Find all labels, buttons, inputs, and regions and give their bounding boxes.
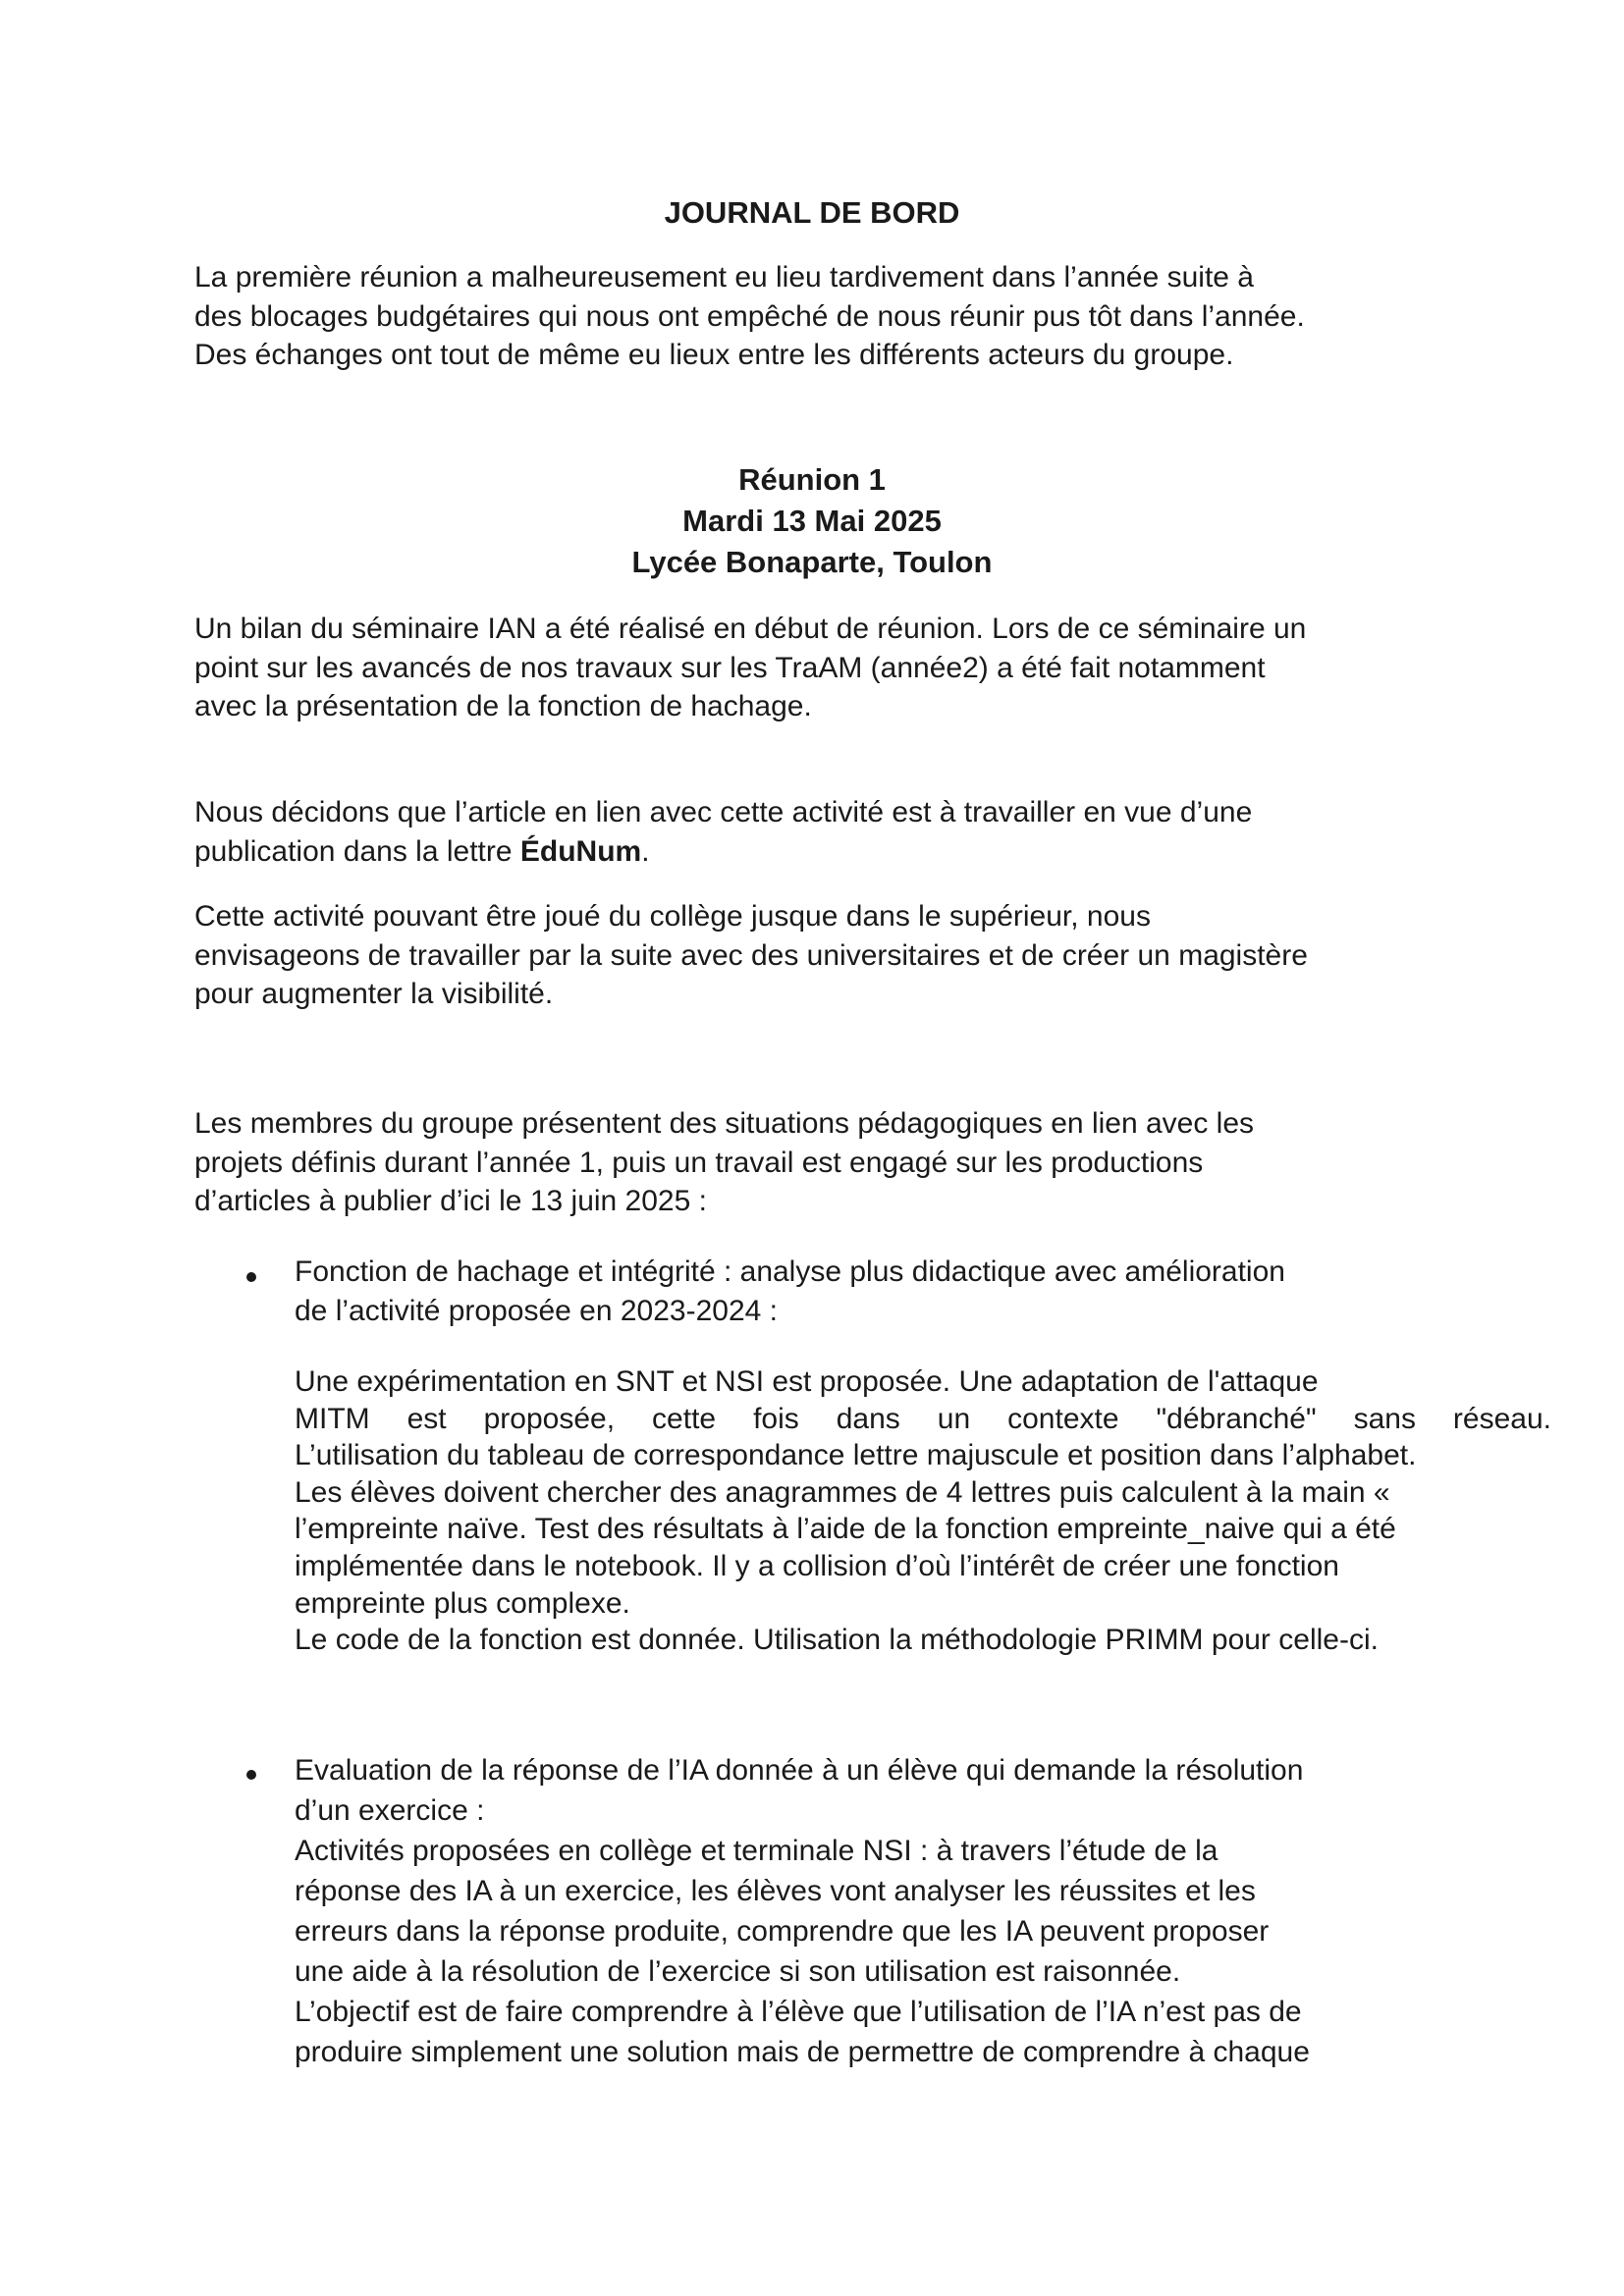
bullet1-body-line: Le code de la fonction est donnée. Utilisation la méthodologie PRIMM pour celle-ci. <box>295 1624 1379 1657</box>
bullet2-line: erreurs dans la réponse produite, comprendre que les IA peuvent proposer <box>295 1915 1270 1948</box>
bullet1-heading <box>295 1253 1285 1330</box>
membres-paragraph <box>194 1104 1254 1221</box>
decision-suffix: . <box>641 834 650 868</box>
membres-line: Les membres du groupe présentent des situations pédagogiques en lien avec les <box>194 1107 1255 1140</box>
meeting-date: Mardi 13 Mai 2025 <box>682 504 942 538</box>
intro-line: Des échanges ont tout de même eu lieux entre les différents acteurs du groupe. <box>194 339 1234 371</box>
document-title: JOURNAL DE BORD <box>664 195 960 230</box>
bullet1-heading-line: Fonction de hachage et intégrité : analyse plus didactique avec amélioration <box>295 1255 1285 1288</box>
membres-line: projets définis durant l’année 1, puis un travail est engagé sur les productions <box>194 1146 1204 1179</box>
bullet2-line: réponse des IA à un exercice, les élèves vont analyser les réussites et les <box>295 1875 1256 1907</box>
bullet1-heading-line: de l’activité proposée en 2023-2024 : <box>295 1294 779 1327</box>
bullet2-body <box>295 1750 1310 2072</box>
intro-line: La première réunion a malheureusement eu lieu tardivement dans l’année suite à <box>194 261 1254 294</box>
bullet2-line: Activités proposées en collège et terminale NSI : à travers l’étude de la <box>295 1835 1218 1867</box>
decision-paragraph <box>194 793 1252 871</box>
bullet1-body-line: l’empreinte naïve. Test des résultats à l’aide de la fonction empreinte_naive qui a été <box>295 1513 1396 1546</box>
activite-line: Cette activité pouvant être joué du collège jusque dans le supérieur, nous <box>194 900 1151 933</box>
bullet1-body-line: empreinte plus complexe. <box>295 1586 630 1620</box>
bullet1-body-line: L’utilisation du tableau de correspondance lettre majuscule et position dans l’alphabet. <box>295 1439 1417 1472</box>
bullet1-body-line: MITM est proposée, cette fois dans un contexte "débranché" sans réseau. <box>295 1402 1551 1435</box>
edunum-name: ÉduNum <box>519 834 642 868</box>
bullet1-body-line: Les élèves doivent chercher des anagrammes de 4 lettres puis calculent à la main « <box>295 1475 1390 1509</box>
bullet1-body-line: implémentée dans le notebook. Il y a collision d’où l’intérêt de créer une fonction <box>295 1549 1339 1582</box>
activite-line: pour augmenter la visibilité. <box>194 978 554 1010</box>
bullet1-body-line: Une expérimentation en SNT et NSI est proposée. Une adaptation de l'attaque <box>295 1365 1319 1398</box>
activite-line: envisageons de travailler par la suite avec des universitaires et de créer un magistère <box>194 938 1308 972</box>
bullet2-line: L’objectif est de faire comprendre à l’élève que l’utilisation de l’IA n’est pas de <box>295 1996 1302 2028</box>
meeting-heading <box>0 459 1624 583</box>
bullet-dot <box>246 1272 256 1282</box>
intro-line: des blocages budgétaires qui nous ont empêché de nous réunir pus tôt dans l’année. <box>194 299 1305 333</box>
decision-prefix: publication dans la lettre <box>194 834 520 868</box>
bullet-dot <box>246 1770 256 1780</box>
bullet2-line: une aide à la résolution de l’exercice si son utilisation est raisonnée. <box>295 1955 1181 1988</box>
bilan-paragraph <box>194 610 1306 726</box>
activite-paragraph <box>194 897 1308 1014</box>
bullet2-line: produire simplement une solution mais de permettre de comprendre à chaque <box>295 2036 1310 2068</box>
decision-line: Nous décidons que l’article en lien avec cette activité est à travailler en vue d’une <box>194 796 1253 828</box>
meeting-place: Lycée Bonaparte, Toulon <box>631 545 993 579</box>
bilan-line: Un bilan du séminaire IAN a été réalisé en début de réunion. Lors de ce séminaire un <box>194 613 1307 645</box>
bullet2-line: d’un exercice : <box>295 1794 485 1827</box>
bilan-line: avec la présentation de la fonction de hachage. <box>194 690 812 722</box>
membres-line: d’articles à publier d’ici le 13 juin 2025 : <box>194 1185 707 1217</box>
intro-paragraph <box>194 258 1305 375</box>
decision-line <box>194 832 1252 872</box>
bullet1-body <box>295 1363 1551 1659</box>
bullet2-line: Evaluation de la réponse de l’IA donnée à un élève qui demande la résolution <box>295 1754 1304 1787</box>
meeting-name: Réunion 1 <box>738 462 886 497</box>
bilan-line: point sur les avancés de nos travaux sur les TraAM (année2) a été fait notamment <box>194 651 1266 684</box>
